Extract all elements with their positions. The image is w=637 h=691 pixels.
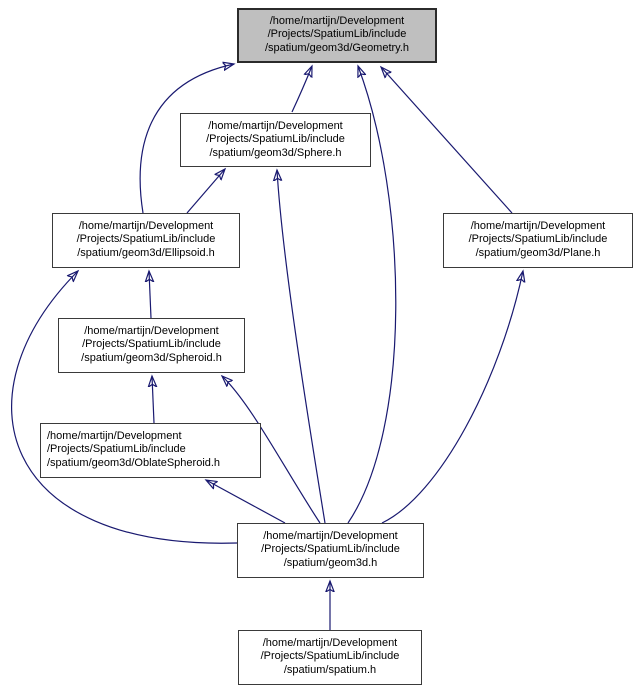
edge-plane-to-geometry <box>381 67 512 213</box>
edge-geom3d-to-sphere <box>277 170 325 523</box>
node-geom3d-line2: /Projects/SpatiumLib/include <box>261 543 400 556</box>
node-plane-line1: /home/martijn/Development <box>470 220 606 232</box>
node-geom3d-line1: /home/martijn/Development <box>263 530 398 542</box>
node-spheroid-line2: /Projects/SpatiumLib/include <box>82 338 221 351</box>
node-geom3d-line3: /spatium/geom3d.h <box>283 556 378 569</box>
edge-geom3d-to-ellipsoid <box>12 271 237 543</box>
node-plane-h[interactable] <box>443 213 633 268</box>
node-spatium-line1: /home/martijn/Development <box>262 637 398 649</box>
node-oblatespheroid-line1: /home/martijn/Development <box>47 430 182 442</box>
edge-oblatespheroid-to-spheroid <box>152 376 154 423</box>
edge-ellipsoid-to-sphere <box>187 169 225 213</box>
node-spheroid-line1: /home/martijn/Development <box>84 325 219 337</box>
edge-geom3d-to-plane <box>382 271 523 523</box>
node-ellipsoid-h[interactable] <box>52 213 240 268</box>
node-plane-line3: /spatium/geom3d/Plane.h <box>475 246 601 259</box>
node-plane-line2: /Projects/SpatiumLib/include <box>468 233 608 246</box>
node-spatium-h[interactable] <box>238 630 422 685</box>
node-ellipsoid-line3: /spatium/geom3d/Ellipsoid.h <box>77 246 215 259</box>
node-oblatespheroid-line3: /spatium/geom3d/OblateSpheroid.h <box>47 456 221 469</box>
node-spheroid-line3: /spatium/geom3d/Spheroid.h <box>81 351 222 364</box>
node-sphere-line1: /home/martijn/Development <box>208 120 343 132</box>
node-spatium-line2: /Projects/SpatiumLib/include <box>260 650 400 663</box>
node-geometry-line1: /home/martijn/Development <box>269 15 405 27</box>
node-spheroid-h[interactable] <box>58 318 245 373</box>
node-ellipsoid-line2: /Projects/SpatiumLib/include <box>76 233 216 246</box>
node-sphere-line2: /Projects/SpatiumLib/include <box>206 133 345 146</box>
node-geom3d-h[interactable] <box>237 523 424 578</box>
node-oblatespheroid-h[interactable] <box>40 423 261 478</box>
node-geometry-line3: /spatium/geom3d/Geometry.h <box>264 41 410 54</box>
node-geometry-h[interactable] <box>237 8 437 63</box>
node-sphere-h[interactable] <box>180 113 371 167</box>
edge-spheroid-to-ellipsoid <box>149 271 151 318</box>
edge-geom3d-to-oblatespheroid <box>206 480 285 523</box>
node-ellipsoid-line1: /home/martijn/Development <box>78 220 214 232</box>
edge-sphere-to-geometry <box>292 66 312 112</box>
node-oblatespheroid-line2: /Projects/SpatiumLib/include <box>47 443 186 456</box>
node-geometry-line2: /Projects/SpatiumLib/include <box>267 28 407 41</box>
node-spatium-line3: /spatium/spatium.h <box>283 663 377 676</box>
node-sphere-line3: /spatium/geom3d/Sphere.h <box>209 146 342 159</box>
